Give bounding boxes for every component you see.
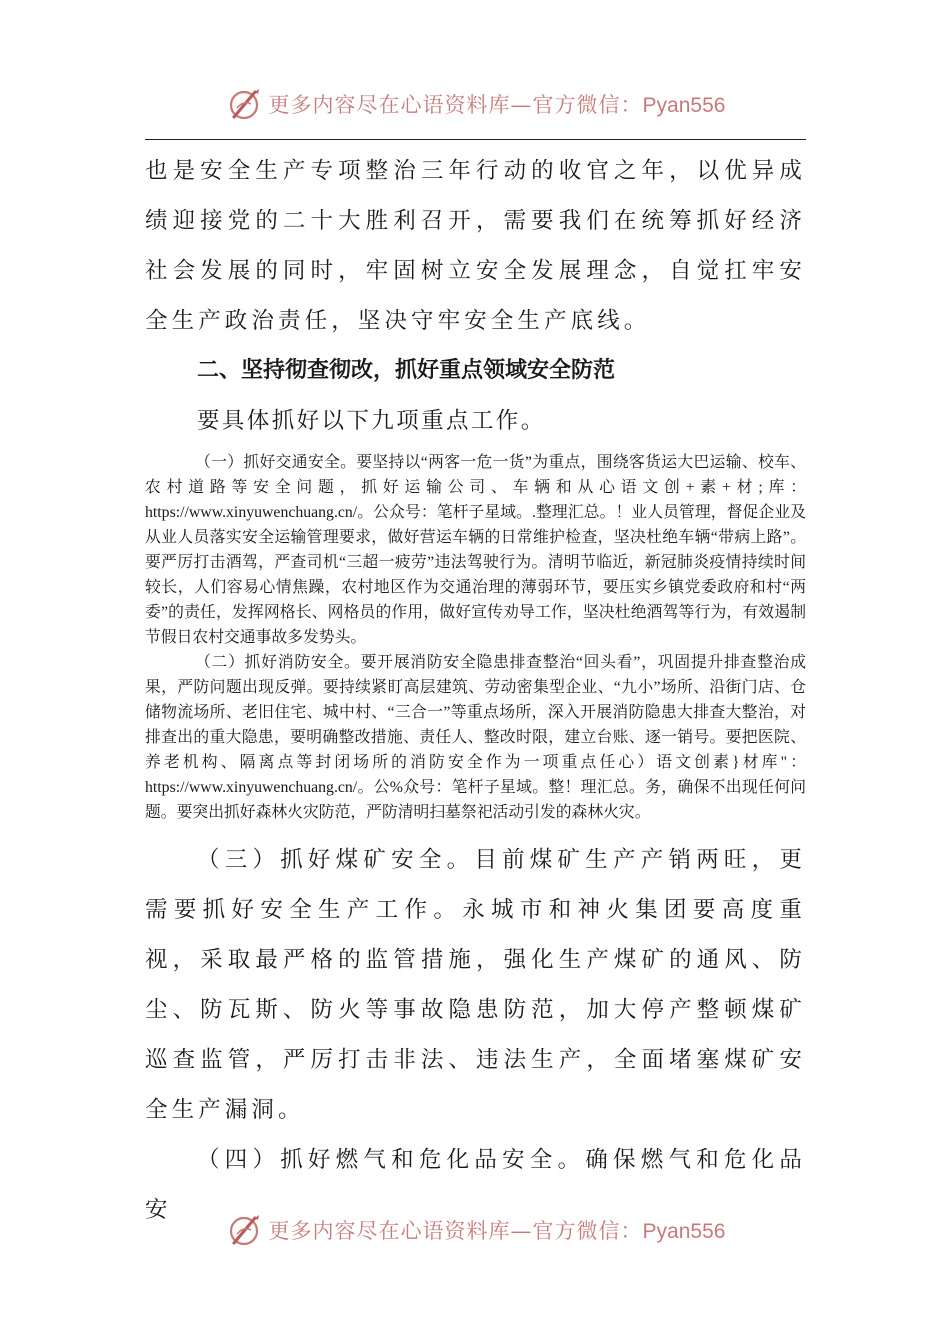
- pen-logo-icon: [225, 84, 265, 124]
- header-watermark: [0, 82, 950, 126]
- document-body: [145, 146, 806, 1235]
- footer-watermark: [0, 1208, 950, 1252]
- item-coal-mine-safety: （三）抓好煤矿安全。目前煤矿生产产销两旺，更需要抓好安全生产工作。永城市和神火集团要高度重视，采取最严格的监管措施，强化生产煤矿的通风、防尘、防瓦斯、防火等事故隐患防范，加大停产整顿煤矿巡查监管，严厉打击非法、违法生产，全面堵塞煤矿安全生产漏洞。: [145, 847, 806, 1123]
- item-traffic-safety: （一）抓好交通安全。要坚持以“两客一危一货”为重点，围绕客货运大巴运输、校车、农村道路等安全问题，抓好运输公司、车辆和从心语文创+素+材;库：https://www.xinyuwenchuang.cn/。公众号：笔杆子星域。.整理汇总。！业人员管理，督促企业及从业人员落实安全运输管理要求，做好营运车辆的日常维护检查，坚决杜绝车辆“带病上路”。要严厉打击酒驾，严查司机“三超一疲劳”违法驾驶行为。清明节临近，新冠肺炎疫情持续时间较长，人们容易心情焦躁，农村地区作为交通治理的薄弱环节，要压实乡镇党委政府和村“两委”的责任，发挥网格长、网格员的作用，做好宣传劝导工作，坚决杜绝酒驾等行为，有效遏制节假日农村交通事故多发势头。: [145, 454, 806, 646]
- watermark-text: 更多内容尽在心语资料库—官方微信：Pyan556: [268, 93, 726, 117]
- item-fire-safety: （二）抓好消防安全。要开展消防安全隐患排查整治“回头看”，巩固提升排查整治成果，严防问题出现反弹。要持续紧盯高层建筑、劳动密集型企业、“九小”场所、沿街门店、仓储物流场所、老旧住宅、城中村、“三合一”等重点场所，深入开展消防隐患大排查大整治，对排查出的重大隐患，要明确整改措施、责任人、整改时限，建立台账、逐一销号。要把医院、养老机构、隔离点等封闭场所的消防安全作为一项重点任心）语文创素}材库"：https://www.xinyuwenchuang.cn/。公%众号：笔杆子星域。整！理汇总。务，确保不出现任何问题。要突出抓好森林火灾防范，严防清明扫墓祭祀活动引发的森林火灾。: [145, 654, 806, 821]
- header-rule: [145, 139, 806, 140]
- item-gas-chemicals-safety: （四）抓好燃气和危化品安全。确保燃气和危化品安: [145, 1147, 806, 1223]
- intro-paragraph: 要具体抓好以下九项重点工作。: [197, 408, 546, 434]
- section-heading-2: 二、坚持彻查彻改，抓好重点领域安全防范: [197, 358, 616, 383]
- pen-logo-icon: [225, 1210, 265, 1250]
- paragraph-1: 也是安全生产专项整治三年行动的收官之年，以优异成绩迎接党的二十大胜利召开，需要我们在统筹抓好经济社会发展的同时，牢固树立安全发展理念，自觉扛牢安全生产政治责任，坚决守牢安全生产底线。: [145, 158, 806, 334]
- small-text-block: [145, 450, 806, 825]
- watermark-text: 更多内容尽在心语资料库—官方微信：Pyan556: [268, 1219, 726, 1243]
